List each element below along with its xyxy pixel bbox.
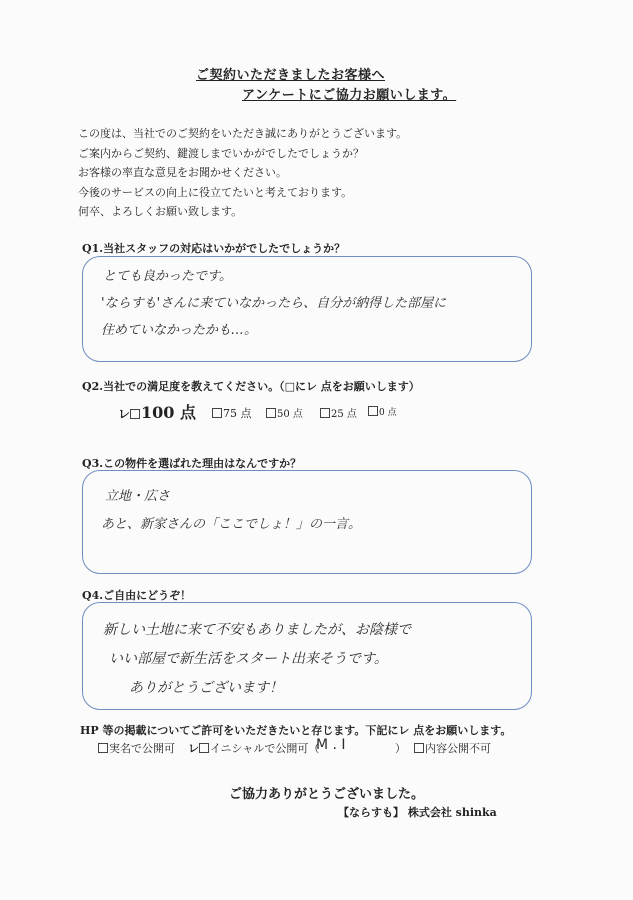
q4-answer-line: ありがとうございます！ (129, 680, 283, 696)
q4-label: Q4.ご自由にどうぞ！ (82, 589, 192, 602)
q4-answer-line: 新しい土地に来て不安もありましたが、お陰様で (103, 622, 411, 638)
publish-option-label: イニシャルで公開可（ (210, 742, 320, 755)
checkbox-icon (368, 406, 378, 416)
option-75 (212, 405, 252, 421)
check-mark-icon: レ (118, 407, 131, 421)
company-name: 【ならすも】 株式会社 shinka (338, 806, 497, 819)
option-0-label: 0 点 (379, 408, 397, 418)
q4-answer-line: いい部屋で新生活をスタート出来そうです。 (109, 651, 388, 667)
checkbox-icon (130, 409, 140, 419)
q3-answer-line: あと、新家さんの「ここでしょ！」の一言。 (101, 517, 362, 532)
intro-text (78, 124, 407, 222)
publish-option-private (414, 740, 491, 756)
q3-answer-line: 立地・広さ (105, 489, 171, 504)
option-50-label: 50 点 (277, 409, 303, 420)
publish-option-label: 実名で公開可 (109, 742, 175, 755)
option-0 (368, 405, 397, 418)
q1-answer-line: 'ならすも'さんに来ていなかったら、自分が納得した部屋に (101, 296, 447, 311)
publish-option-real-name (98, 740, 175, 756)
title-line-1: ご契約いただきましたお客様へ (196, 68, 386, 83)
checkbox-icon (320, 408, 330, 418)
intro-line: お客様の率直な意見をお聞かせください。 (78, 166, 287, 179)
check-mark-icon: レ (188, 742, 199, 755)
q1-label: Q1.当社スタッフの対応はいかがでしたでしょうか？ (82, 242, 346, 255)
q1-answer-line: 住めていなかったかも…。 (101, 323, 258, 338)
q1-answer-box (82, 256, 532, 362)
checkbox-icon (212, 408, 222, 418)
publish-request: HP 等の掲載についてご許可をいただきたいと存じます。下記にレ 点をお願いします。 (80, 724, 512, 737)
q4-answer-box (82, 602, 532, 710)
checkbox-icon (266, 408, 276, 418)
q3-answer-box (82, 470, 532, 574)
publish-option-label: 内容公開不可 (425, 742, 491, 755)
intro-line: ご案内からご契約、鍵渡しまでいかがでしたでしょうか？ (78, 146, 364, 160)
q2-label: Q2.当社での満足度を教えてください。（□にレ 点をお願いします） (82, 380, 420, 393)
closing-message: ご協力ありがとうございました。 (229, 787, 425, 802)
option-50 (266, 405, 303, 420)
intro-line: 何卒、よろしくお願い致します。 (78, 205, 243, 218)
title-line-2: アンケートにご協力お願いします。 (242, 88, 457, 103)
intro-line: 今後のサービスの向上に役立てたいと考えております。 (78, 185, 353, 199)
checkbox-icon (414, 743, 424, 753)
initial-close-paren: ） (395, 742, 406, 755)
option-75-label: 75 点 (223, 407, 252, 420)
publish-option-initial (188, 740, 319, 756)
checkbox-icon (199, 743, 209, 753)
initial-value: M . I (316, 737, 346, 753)
intro-line: この度は、当社でのご契約をいただき誠にありがとうございます。 (78, 127, 408, 140)
option-25 (320, 405, 357, 420)
option-100 (118, 400, 196, 423)
option-100-label: 100 点 (141, 403, 196, 422)
checkbox-icon (98, 743, 108, 753)
q1-answer-line: とても良かったです。 (103, 269, 232, 284)
q3-label: Q3.この物件を選ばれた理由はなんですか？ (82, 457, 302, 470)
option-25-label: 25 点 (331, 409, 357, 420)
